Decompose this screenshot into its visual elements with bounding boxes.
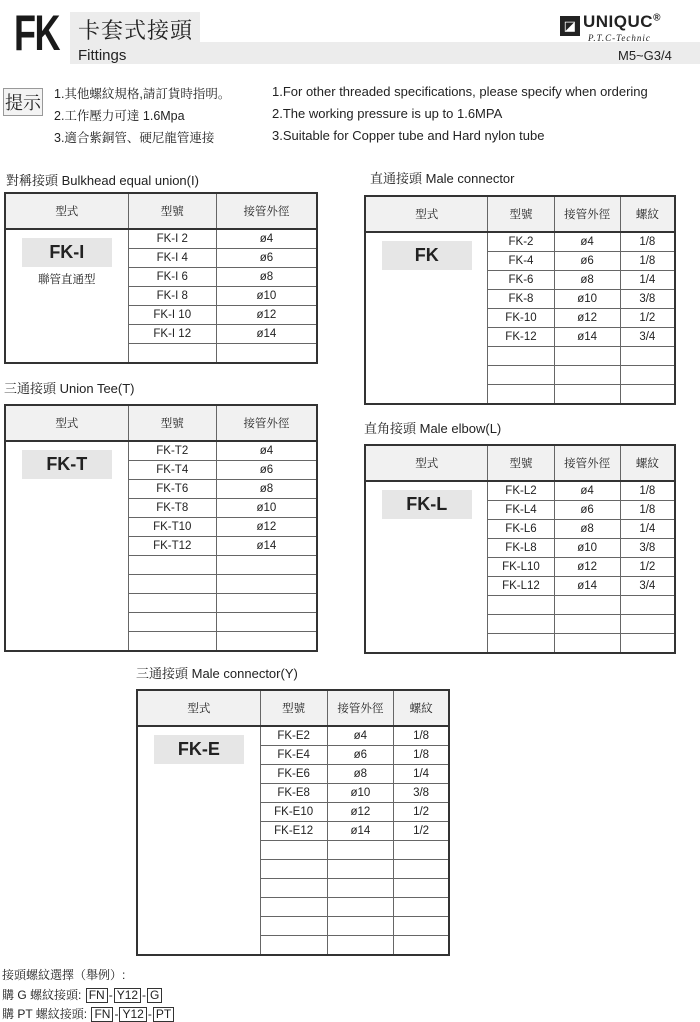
model-cell: FK-T6: [128, 480, 216, 499]
thread-cell: 1/8: [394, 746, 449, 765]
model-cell: FK-I 8: [128, 287, 216, 306]
g-thread-label: 購 G 螺紋接頭:: [2, 988, 82, 1002]
note-cn-3: 3.適合紫銅管、硬尼龍管連接: [54, 131, 215, 145]
model-cell: [128, 575, 216, 594]
model-cell: FK-L4: [488, 501, 554, 520]
tube-od-cell: ø12: [554, 558, 620, 577]
model-cell: FK-8: [488, 290, 554, 309]
model-cell: FK-E6: [260, 765, 327, 784]
tube-od-cell: [327, 936, 394, 956]
tube-od-cell: [216, 575, 317, 594]
thread-cell: 3/4: [620, 577, 675, 596]
code-part-size: Y12: [119, 1007, 146, 1022]
model-cell: [488, 634, 554, 654]
thread-cell: [394, 841, 449, 860]
model-cell: FK-L10: [488, 558, 554, 577]
thread-cell: 1/2: [620, 558, 675, 577]
tube-od-cell: ø6: [216, 249, 317, 268]
column-header-model: 型號: [488, 445, 554, 481]
model-cell: [128, 613, 216, 632]
brand-mark-icon: ◪: [560, 16, 580, 36]
table-union-tee: [4, 404, 318, 652]
section-title-elbow: 直角接頭 Male elbow(L): [364, 421, 502, 436]
thread-cell: [394, 898, 449, 917]
code-part-thread: PT: [153, 1007, 174, 1022]
thread-cell: [620, 347, 675, 366]
model-cell: FK-2: [488, 232, 554, 252]
tube-od-cell: [327, 898, 394, 917]
type-label: FK-I: [22, 238, 112, 267]
column-header-tube: 接管外徑: [554, 196, 620, 232]
model-cell: FK-T12: [128, 537, 216, 556]
type-label: FK-E: [154, 735, 244, 764]
tube-od-cell: [327, 860, 394, 879]
thread-selection-title: 接頭螺紋選擇（舉例）:: [2, 968, 126, 982]
model-cell: [260, 879, 327, 898]
tube-od-cell: [216, 594, 317, 613]
model-cell: FK-E8: [260, 784, 327, 803]
tube-od-cell: ø12: [216, 306, 317, 325]
tube-od-cell: ø10: [216, 287, 317, 306]
series-code: FK: [14, 5, 60, 61]
tube-od-cell: [327, 917, 394, 936]
tube-od-cell: ø14: [554, 328, 620, 347]
model-cell: [260, 898, 327, 917]
type-cell: [365, 232, 488, 404]
model-cell: [260, 936, 327, 956]
tube-od-cell: ø4: [216, 441, 317, 461]
model-cell: [488, 385, 554, 405]
table-row: [5, 229, 317, 249]
tube-od-cell: [327, 879, 394, 898]
column-header-type: 型式: [365, 196, 488, 232]
tube-od-cell: [327, 841, 394, 860]
tube-od-cell: ø14: [554, 577, 620, 596]
tube-od-cell: ø14: [216, 325, 317, 344]
tube-od-cell: ø12: [554, 309, 620, 328]
tube-od-cell: ø10: [327, 784, 394, 803]
tube-od-cell: ø8: [554, 271, 620, 290]
header-row: [5, 193, 317, 229]
tube-od-cell: ø4: [554, 481, 620, 501]
model-cell: FK-E4: [260, 746, 327, 765]
model-cell: FK-T4: [128, 461, 216, 480]
type-label: FK: [382, 241, 472, 270]
registered-mark: ®: [653, 12, 661, 24]
tube-od-cell: ø6: [327, 746, 394, 765]
model-cell: FK-L2: [488, 481, 554, 501]
tube-od-cell: ø8: [216, 480, 317, 499]
tube-od-cell: [216, 613, 317, 632]
tube-od-cell: ø8: [327, 765, 394, 784]
table-bulkhead: [4, 192, 318, 364]
model-cell: FK-12: [488, 328, 554, 347]
model-cell: [260, 860, 327, 879]
model-cell: FK-E2: [260, 726, 327, 746]
thread-cell: 1/4: [620, 520, 675, 539]
thread-cell: 1/4: [394, 765, 449, 784]
page-title-en: Fittings: [78, 47, 127, 64]
tube-od-cell: ø4: [216, 229, 317, 249]
model-cell: FK-L12: [488, 577, 554, 596]
thread-cell: [620, 596, 675, 615]
model-cell: FK-T2: [128, 441, 216, 461]
brand-name: UNIQUC: [583, 12, 654, 31]
thread-range: M5~G3/4: [618, 48, 672, 63]
type-label: FK-T: [22, 450, 112, 479]
thread-cell: [394, 936, 449, 956]
thread-cell: 3/8: [620, 539, 675, 558]
tube-od-cell: ø14: [327, 822, 394, 841]
column-header-tube: 接管外徑: [327, 690, 394, 726]
thread-cell: 1/2: [394, 822, 449, 841]
column-header-tube: 接管外徑: [216, 405, 317, 441]
tube-od-cell: ø10: [216, 499, 317, 518]
thread-cell: 1/4: [620, 271, 675, 290]
pt-thread-example: 購 PT 螺紋接頭: FN - Y12 - PT: [2, 1005, 175, 1022]
thread-cell: [394, 860, 449, 879]
header-row: [5, 405, 317, 441]
tube-od-cell: ø6: [554, 252, 620, 271]
tube-od-cell: ø12: [216, 518, 317, 537]
thread-cell: 1/2: [394, 803, 449, 822]
column-header-thread: 螺紋: [394, 690, 449, 726]
model-cell: FK-I 6: [128, 268, 216, 287]
model-cell: FK-E12: [260, 822, 327, 841]
model-cell: FK-I 12: [128, 325, 216, 344]
code-part-size: Y12: [114, 988, 141, 1003]
section-title-tee-y: 三通接頭 Male connector(Y): [136, 666, 298, 681]
type-cell: [5, 229, 128, 363]
model-cell: FK-I 2: [128, 229, 216, 249]
thread-cell: [394, 879, 449, 898]
header-row: [137, 690, 449, 726]
column-header-type: 型式: [5, 193, 128, 229]
g-thread-example: 購 G 螺紋接頭: FN - Y12 - G: [2, 986, 163, 1003]
tube-od-cell: [554, 385, 620, 405]
model-cell: [128, 344, 216, 364]
model-cell: [128, 594, 216, 613]
model-cell: [488, 366, 554, 385]
section-title-tee: 三通接頭 Union Tee(T): [4, 381, 135, 396]
thread-cell: 1/8: [620, 232, 675, 252]
model-cell: [128, 632, 216, 652]
type-label: FK-L: [382, 490, 472, 519]
column-header-model: 型號: [128, 405, 216, 441]
table-row: [365, 481, 675, 501]
column-header-thread: 螺紋: [620, 445, 675, 481]
section-title-bulkhead: 對稱接頭 Bulkhead equal union(I): [6, 173, 199, 188]
thread-cell: 1/8: [394, 726, 449, 746]
note-en-3: 3.Suitable for Copper tube and Hard nylon tube: [272, 128, 545, 143]
code-part-fn: FN: [86, 988, 108, 1003]
table-row: [137, 726, 449, 746]
model-cell: FK-I 4: [128, 249, 216, 268]
subtitle-background: [70, 42, 700, 64]
note-cn-1: 1.其他螺紋規格,請訂貨時指明。: [54, 87, 231, 101]
column-header-thread: 螺紋: [620, 196, 675, 232]
brand-tagline: P.T.C-Technic: [588, 33, 651, 43]
code-part-thread: G: [147, 988, 162, 1003]
model-cell: [488, 596, 554, 615]
thread-cell: [620, 385, 675, 405]
model-cell: [260, 917, 327, 936]
code-part-fn: FN: [91, 1007, 113, 1022]
tube-od-cell: [216, 632, 317, 652]
model-cell: [488, 347, 554, 366]
column-header-tube: 接管外徑: [216, 193, 317, 229]
model-cell: FK-10: [488, 309, 554, 328]
thread-cell: [620, 366, 675, 385]
tube-od-cell: ø6: [216, 461, 317, 480]
header-row: [365, 196, 675, 232]
type-cell: [137, 726, 260, 955]
thread-cell: 1/8: [620, 501, 675, 520]
thread-cell: 3/8: [394, 784, 449, 803]
tube-od-cell: [554, 347, 620, 366]
tube-od-cell: [216, 556, 317, 575]
type-sublabel: 聯管直通型: [38, 274, 96, 286]
tube-od-cell: ø12: [327, 803, 394, 822]
column-header-model: 型號: [260, 690, 327, 726]
note-cn-2: 2.工作壓力可達 1.6Mpa: [54, 109, 185, 123]
thread-cell: [394, 917, 449, 936]
tube-od-cell: ø6: [554, 501, 620, 520]
thread-cell: 3/4: [620, 328, 675, 347]
note-en-2: 2.The working pressure is up to 1.6MPA: [272, 106, 503, 121]
tube-od-cell: ø8: [554, 520, 620, 539]
column-header-type: 型式: [365, 445, 488, 481]
thread-cell: [620, 634, 675, 654]
model-cell: FK-I 10: [128, 306, 216, 325]
column-header-type: 型式: [137, 690, 260, 726]
pt-thread-label: 購 PT 螺紋接頭:: [2, 1007, 88, 1021]
model-cell: [488, 615, 554, 634]
thread-cell: 1/2: [620, 309, 675, 328]
column-header-tube: 接管外徑: [554, 445, 620, 481]
table-row: [365, 232, 675, 252]
thread-cell: 3/8: [620, 290, 675, 309]
tube-od-cell: [554, 366, 620, 385]
model-cell: FK-E10: [260, 803, 327, 822]
tube-od-cell: ø10: [554, 290, 620, 309]
thread-cell: [620, 615, 675, 634]
tube-od-cell: ø4: [554, 232, 620, 252]
column-header-model: 型號: [128, 193, 216, 229]
header-row: [365, 445, 675, 481]
type-cell: [365, 481, 488, 653]
column-header-model: 型號: [488, 196, 554, 232]
model-cell: FK-T8: [128, 499, 216, 518]
model-cell: FK-6: [488, 271, 554, 290]
tube-od-cell: [554, 634, 620, 654]
section-title-male: 直通接頭 Male connector: [370, 171, 515, 186]
table-male-connector: [364, 195, 676, 405]
tube-od-cell: [554, 596, 620, 615]
tube-od-cell: [216, 344, 317, 364]
tube-od-cell: ø8: [216, 268, 317, 287]
table-male-elbow: [364, 444, 676, 654]
model-cell: FK-T10: [128, 518, 216, 537]
type-cell: [5, 441, 128, 651]
model-cell: FK-4: [488, 252, 554, 271]
note-en-1: 1.For other threaded specifications, please specify when ordering: [272, 84, 648, 99]
column-header-type: 型式: [5, 405, 128, 441]
tube-od-cell: ø4: [327, 726, 394, 746]
tube-od-cell: ø14: [216, 537, 317, 556]
page-title-cn: 卡套式接頭: [78, 19, 194, 44]
hint-label: 提示: [3, 88, 43, 116]
model-cell: FK-L6: [488, 520, 554, 539]
model-cell: [260, 841, 327, 860]
thread-cell: 1/8: [620, 481, 675, 501]
tube-od-cell: ø10: [554, 539, 620, 558]
table-tee-y: [136, 689, 450, 956]
model-cell: FK-L8: [488, 539, 554, 558]
thread-cell: 1/8: [620, 252, 675, 271]
tube-od-cell: [554, 615, 620, 634]
table-row: [5, 441, 317, 461]
model-cell: [128, 556, 216, 575]
